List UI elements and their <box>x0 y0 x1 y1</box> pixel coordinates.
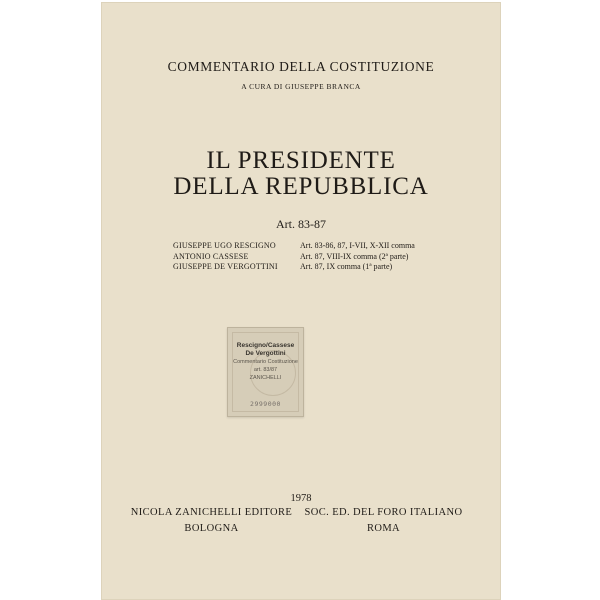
publisher-right <box>301 505 466 537</box>
publisher-right-city: ROMA <box>366 523 401 534</box>
publisher-left-name: NICOLA ZANICHELLI EDITORE <box>130 507 293 518</box>
author-name: GIUSEPPE DE VERGOTTINI <box>173 262 278 271</box>
author-scope: Art. 87, IX comma (1ª parte) <box>300 262 393 271</box>
publication-year: 1978 <box>290 493 312 504</box>
book-title-line-2: DELLA REPUBBLICA <box>173 173 429 200</box>
sticker-articles: art. 83/87 <box>253 367 278 373</box>
library-label-sticker <box>227 327 304 417</box>
author-row <box>173 262 415 273</box>
sticker-publisher: ZANICHELLI <box>249 375 282 381</box>
sticker-authors-line-2: De Vergottini <box>245 350 286 357</box>
publisher-right-name: SOC. ED. DEL FORO ITALIANO <box>304 507 463 518</box>
series-title: COMMENTARIO DELLA COSTITUZIONE <box>167 59 435 74</box>
author-name: ANTONIO CASSESE <box>173 251 249 261</box>
author-row <box>173 252 415 263</box>
articles-range: Art. 83-87 <box>276 217 326 231</box>
sticker-authors-line-1: Rescigno/Cassese <box>236 342 295 349</box>
sticker-code: 2999000 <box>250 400 281 408</box>
title-page <box>101 2 501 600</box>
editor-line: A CURA DI GIUSEPPE BRANCA <box>241 82 361 91</box>
publisher-left <box>129 505 294 537</box>
authors-list <box>173 241 415 273</box>
author-row <box>173 241 415 252</box>
author-scope: Art. 83-86, 87, I-VII, X-XII comma <box>300 241 415 250</box>
author-name: GIUSEPPE UGO RESCIGNO <box>173 241 276 250</box>
author-scope: Art. 87, VIII-IX comma (2ª parte) <box>300 251 409 261</box>
book-title-line-1: IL PRESIDENTE <box>206 147 396 174</box>
publisher-left-city: BOLOGNA <box>184 523 239 534</box>
sticker-series: Commentario Costituzione <box>233 359 298 365</box>
